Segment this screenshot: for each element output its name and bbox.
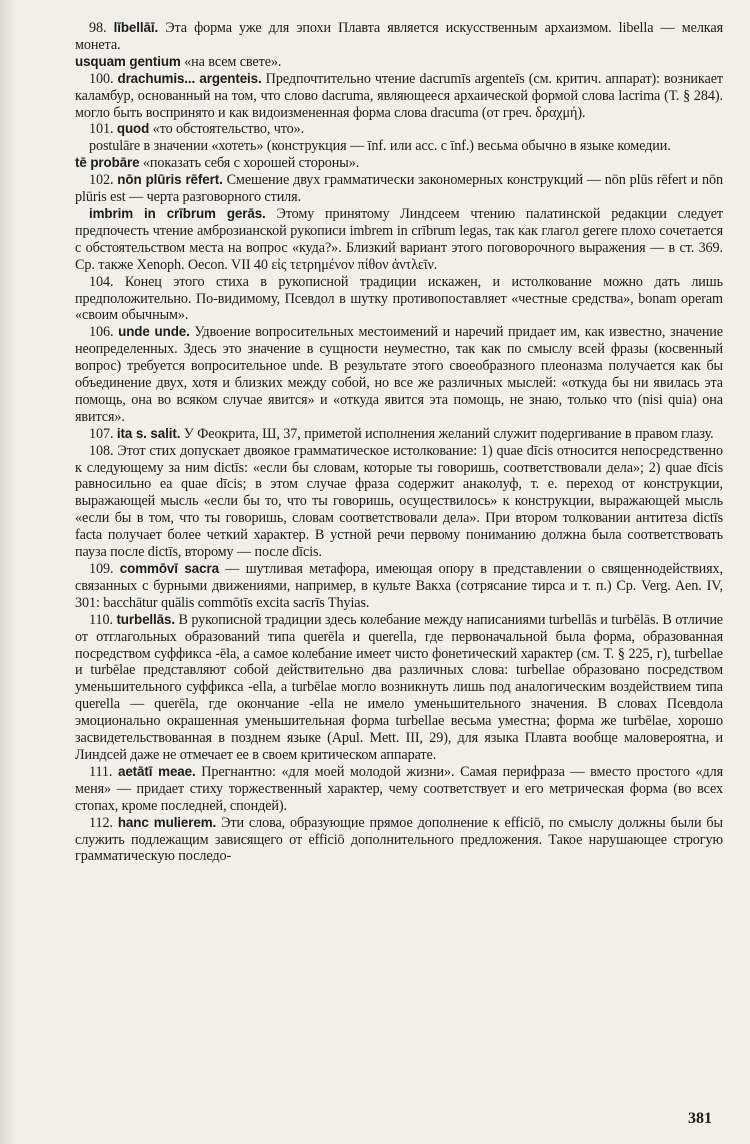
note-111: 111. aetātī meae. Прегнантно: «для моей молодой жизни». Самая перифраза — вместо простого «для меня» — придает стиху торжественный характер, чему соответствует и его метрическая форма (во всех стопах, кроме последней, спондей). (75, 763, 723, 814)
note-102-imbrim: imbrim in crībrum gerās. Этому принятому Линдсеем чтению палатинской редакции следует предпочесть чтение амброзианской рукописи imbrem in crībrum legas, так как глагол gerere плохо сочетается с обстоятельством места на вопрос «куда?». Близкий вариант этого поговорочного выражения — в ст. 369. Ср. также Xenoph. Oecon. VII 40 εἰς τετρημένον πίθον ἀντλεῖν. (75, 205, 723, 273)
note-98-usquam: usquam gentium «на всем свете». (75, 53, 282, 70)
note-100: 100. drachumis... argenteis. Предпочтительно чтение dacrumīs argenteīs (см. критич. аппарат): возникает каламбур, основанный на том, что слово dacruma, являющееся архаической формой слова lacrima (Т. § 284). могло быть воспринято и как видоизмененная форма слова dracuma (от греч. δραχμή). (75, 70, 723, 121)
note-101-te-probare: tē probāre «показать себя с хорошей стороны». (75, 155, 360, 172)
note-102: 102. nōn plūris rēfert. Смешение двух грамматически закономерных конструкций — nōn plūs rēfert и nōn plūris est — черта разговорного стиля. (75, 172, 724, 206)
note-108: 108. Этот стих допускает двоякое грамматическое истолкование: 1) quae dīcis относится непосредственно к следующему за ним dictīs: «если бы словам, которые ты говоришь, соответствовали дела»; 2) quae dīcis равносильно ea quae dīcis; в этом случае фраза содержит анаколуф, т. е. переход от конструкции, выражающей мысль «если бы то, что ты говоришь, осуществилось» к конструкции, выражающей мысль «если бы в том, что ты говоришь, словам соответствовали дела». При втором толковании антитеза dictīs facta получает более четкий характер. В устной речи первому пониманию должна была соответствовать пауза после dictīs, второму — после dīcis. (75, 442, 723, 561)
note-101-postulare: postulāre в значении «хотеть» (конструкция — īnf. или acc. с īnf.) весьма обычно в языке комедии. (89, 138, 671, 155)
note-106: 106. unde unde. Удвоение вопросительных местоимений и наречий придает им, как известно, значение неопределенных. Здесь это значение в сущности неуместно, так как по смыслу всей фразы (косвенный вопрос) требуется вопросительное unde. В результате этого своеобразного плеоназма получается как бы объединение двух, хотя и близких между собой, но все же различных мыслей: «откуда бы ни явилась эта помощь, она во всяком случае явится» и «откуда явится эта помощь, не знаю, только что (nisi quia) она явится». (75, 324, 724, 425)
note-112: 112. hanc mulierem. Эти слова, образующие прямое дополнение к efficiō, по смыслу должны были бы служить подлежащим зависящего от efficiō дополнительного предложения. Такое нарушающее строгую грамматическую последо- (75, 814, 723, 865)
note-98: 98. lībellāī. Эта форма уже для эпохи Плавта является искусственным архаизмом. libella — мелкая монета. (75, 20, 724, 53)
note-110: 110. turbellās. В рукописной традиции здесь колебание между написаниями turbellās и turbēlās. В отличие от отглагольных образований типа querēla и querella, где первоначальной была форма, образованная посредством суффикса -ēla, а самое колебание имеет чисто фонетический характер (см. Т. § 225, г), turbellae и turbēlae представляют собой действительно два различных слова: turbellae образовано посредством уменьшительного суффикса -ella, а turbēlae могло возникнуть лишь под аналогическим воздействием типа querella — querēla, где окончание -ella не имело уменьшительного значения. В словах Псевдола эмоционально окрашенная уменьшительная форма turbellae весьма уместна; форма же turbēlae, хорошо засвидетельствованная в позднем языке (Apul. Mett. III, 29), для языка Плавта вообще маловероятна, и Линдсей даже не отмечает ее в своем критическом аппарате. (75, 611, 724, 763)
page-number: 381 (688, 1110, 712, 1127)
note-109: 109. commōvī sacra — шутливая метафора, имеющая опору в представлении о священнодействиях, связанных с бурными движениями, например, в культе Вакха (сотрясание тирса и т. п.) Ср. Verg. Aen. IV, 301: bacchātur quālis commōtīs excita sacrīs Thyias. (75, 561, 723, 611)
note-101: 101. quod «то обстоятельство, что». (89, 121, 305, 138)
note-104: 104. Конец этого стиха в рукописной традиции искажен, и истолкование можно дать лишь предположительно. По-видимому, Псевдол в шутку противопоставляет «честные средства», bonam operam «своим обычным». (75, 273, 723, 324)
page-edge-shadow (0, 0, 14, 1144)
commentary-text (75, 20, 723, 865)
note-107: 107. ita s. salit. У Феокрита, Ш, 37, приметой исполнения желаний служит подергивание в правом глазу. (89, 425, 714, 442)
